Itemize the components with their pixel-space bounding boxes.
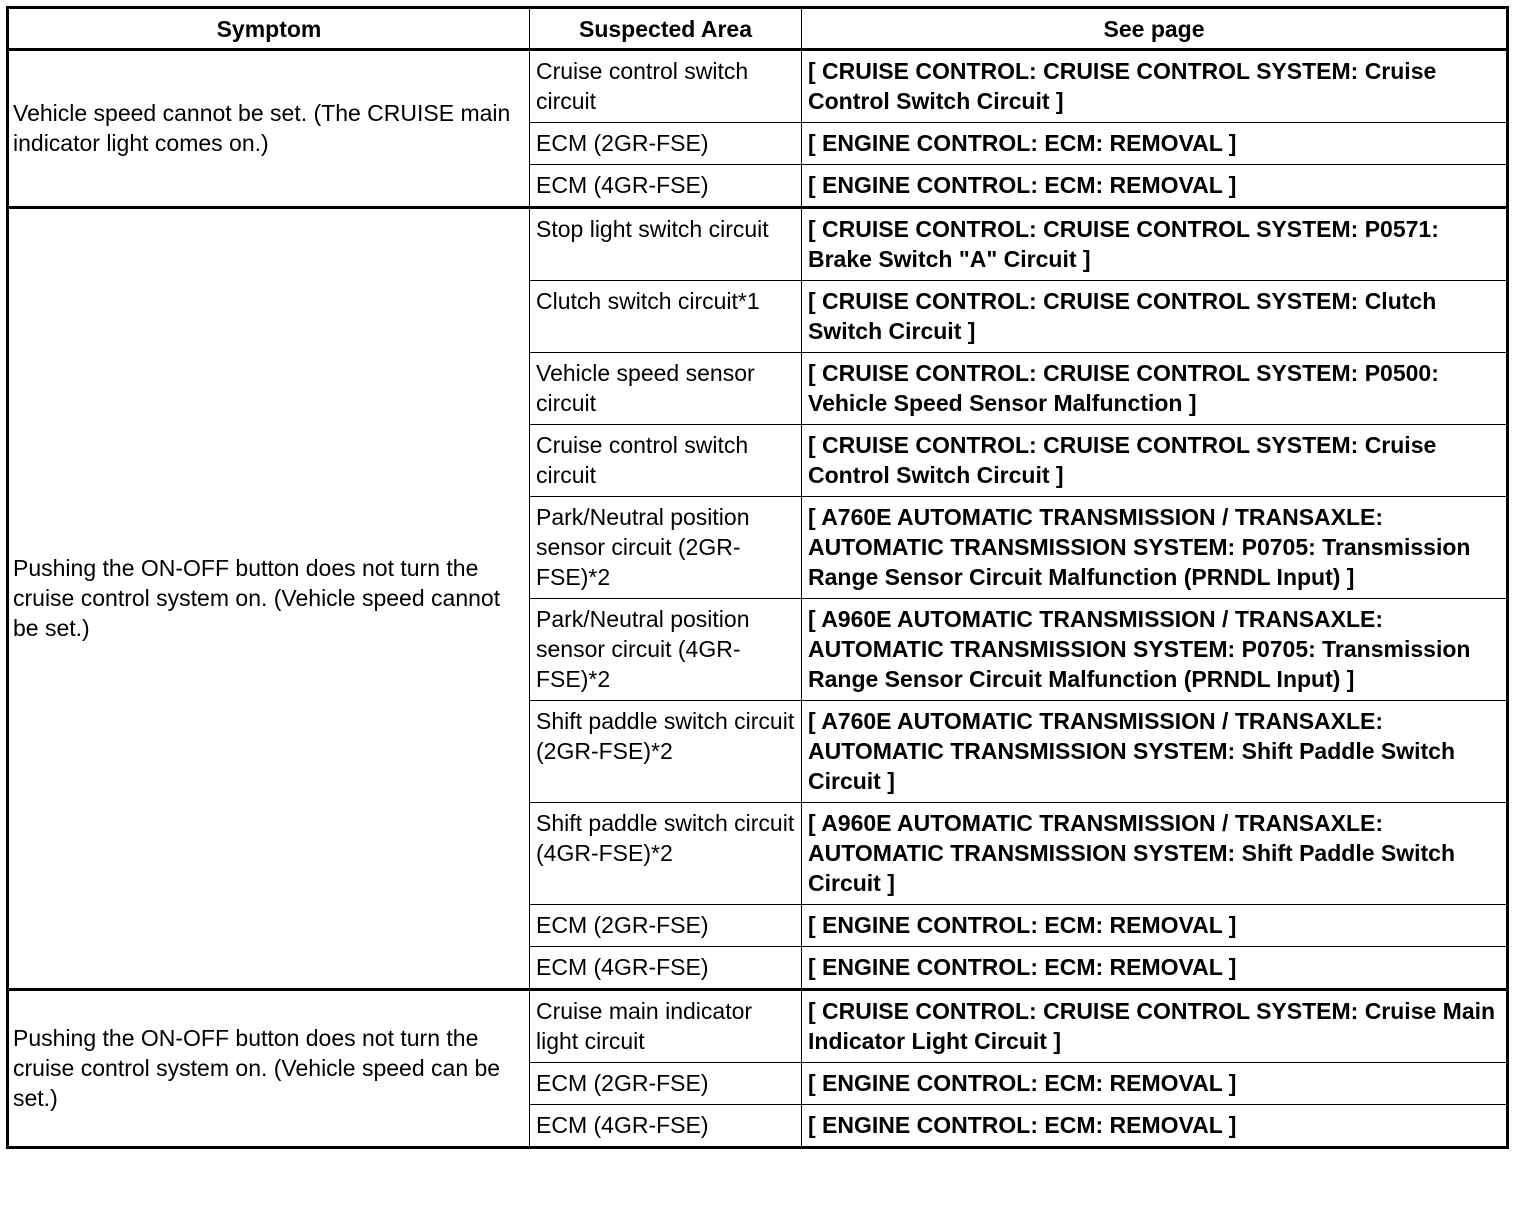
suspected-area-cell: Shift paddle switch circuit (2GR-FSE)*2 xyxy=(530,701,802,803)
see-page-link[interactable]: [ CRUISE CONTROL: CRUISE CONTROL SYSTEM: Clutch Switch Circuit ] xyxy=(802,281,1508,353)
suspected-area-cell: ECM (2GR-FSE) xyxy=(530,905,802,947)
symptom-group xyxy=(8,208,1508,990)
suspected-area-cell: ECM (4GR-FSE) xyxy=(530,165,802,208)
see-page-link[interactable]: [ ENGINE CONTROL: ECM: REMOVAL ] xyxy=(802,1063,1508,1105)
suspected-area-cell: Stop light switch circuit xyxy=(530,208,802,281)
see-page-link[interactable]: [ CRUISE CONTROL: CRUISE CONTROL SYSTEM: Cruise Main Indicator Light Circuit ] xyxy=(802,990,1508,1063)
header-suspected-area: Suspected Area xyxy=(530,8,802,50)
suspected-area-cell: Cruise control switch circuit xyxy=(530,425,802,497)
symptom-group xyxy=(8,990,1508,1148)
header-see-page: See page xyxy=(802,8,1508,50)
suspected-area-cell: ECM (4GR-FSE) xyxy=(530,1105,802,1148)
suspected-area-cell: Shift paddle switch circuit (4GR-FSE)*2 xyxy=(530,803,802,905)
suspected-area-cell: Park/Neutral position sensor circuit (4GR-FSE)*2 xyxy=(530,599,802,701)
see-page-link[interactable]: [ CRUISE CONTROL: CRUISE CONTROL SYSTEM: Cruise Control Switch Circuit ] xyxy=(802,50,1508,123)
see-page-link[interactable]: [ ENGINE CONTROL: ECM: REMOVAL ] xyxy=(802,905,1508,947)
suspected-area-cell: Cruise main indicator light circuit xyxy=(530,990,802,1063)
suspected-area-cell: ECM (2GR-FSE) xyxy=(530,1063,802,1105)
suspected-area-cell: ECM (4GR-FSE) xyxy=(530,947,802,990)
symptom-cell: Pushing the ON-OFF button does not turn the cruise control system on. (Vehicle speed can be set.) xyxy=(8,990,530,1148)
symptom-cell: Vehicle speed cannot be set. (The CRUISE main indicator light comes on.) xyxy=(8,50,530,208)
see-page-link[interactable]: [ A960E AUTOMATIC TRANSMISSION / TRANSAXLE: AUTOMATIC TRANSMISSION SYSTEM: P0705: Transmission Range Sensor Circuit Malfunction (PRNDL Input) ] xyxy=(802,599,1508,701)
see-page-link[interactable]: [ CRUISE CONTROL: CRUISE CONTROL SYSTEM: Cruise Control Switch Circuit ] xyxy=(802,425,1508,497)
symptom-group xyxy=(8,50,1508,208)
symptom-table xyxy=(6,6,1509,1149)
see-page-link[interactable]: [ A760E AUTOMATIC TRANSMISSION / TRANSAXLE: AUTOMATIC TRANSMISSION SYSTEM: P0705: Transmission Range Sensor Circuit Malfunction (PRNDL Input) ] xyxy=(802,497,1508,599)
see-page-link[interactable]: [ ENGINE CONTROL: ECM: REMOVAL ] xyxy=(802,947,1508,990)
header-symptom: Symptom xyxy=(8,8,530,50)
suspected-area-cell: Vehicle speed sensor circuit xyxy=(530,353,802,425)
see-page-link[interactable]: [ CRUISE CONTROL: CRUISE CONTROL SYSTEM: P0571: Brake Switch "A" Circuit ] xyxy=(802,208,1508,281)
symptom-cell: Pushing the ON-OFF button does not turn the cruise control system on. (Vehicle speed cannot be set.) xyxy=(8,208,530,990)
see-page-link[interactable]: [ ENGINE CONTROL: ECM: REMOVAL ] xyxy=(802,165,1508,208)
header-row xyxy=(8,8,1508,50)
suspected-area-cell: Park/Neutral position sensor circuit (2GR-FSE)*2 xyxy=(530,497,802,599)
see-page-link[interactable]: [ A760E AUTOMATIC TRANSMISSION / TRANSAXLE: AUTOMATIC TRANSMISSION SYSTEM: Shift Paddle Switch Circuit ] xyxy=(802,701,1508,803)
suspected-area-cell: Cruise control switch circuit xyxy=(530,50,802,123)
see-page-link[interactable]: [ ENGINE CONTROL: ECM: REMOVAL ] xyxy=(802,123,1508,165)
table-row xyxy=(8,50,1508,123)
see-page-link[interactable]: [ ENGINE CONTROL: ECM: REMOVAL ] xyxy=(802,1105,1508,1148)
suspected-area-cell: ECM (2GR-FSE) xyxy=(530,123,802,165)
see-page-link[interactable]: [ CRUISE CONTROL: CRUISE CONTROL SYSTEM: P0500: Vehicle Speed Sensor Malfunction ] xyxy=(802,353,1508,425)
table-row xyxy=(8,990,1508,1063)
table-row xyxy=(8,208,1508,281)
suspected-area-cell: Clutch switch circuit*1 xyxy=(530,281,802,353)
see-page-link[interactable]: [ A960E AUTOMATIC TRANSMISSION / TRANSAXLE: AUTOMATIC TRANSMISSION SYSTEM: Shift Paddle Switch Circuit ] xyxy=(802,803,1508,905)
